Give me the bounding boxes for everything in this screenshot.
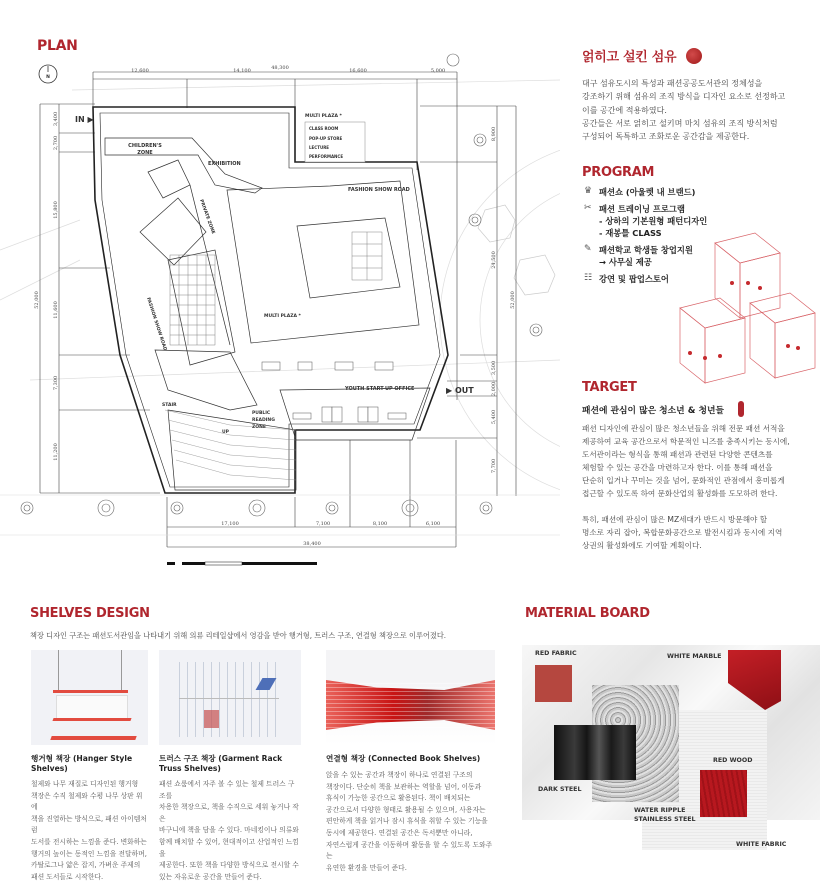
stair-contours (165, 410, 296, 480)
dim-right-6: 7,700 (491, 458, 497, 474)
label-stainless-steel: STAINLESS STEEL (634, 816, 696, 823)
shelf-card-hanger (31, 650, 148, 883)
north-label: N (46, 75, 50, 80)
mannequin-icon (738, 401, 744, 417)
fiber-body: 대구 섬유도시의 특성과 패션공공도서관의 정체성을 강조하기 위해 섬유의 조직 방식을 디자인 요소로 선정하고 이를 공간에 적용하였다. 공간들은 서로 얽히고 설키며 마치 섬유의 조직 방식처럼 구성되어 독특하고 조화로운 공간감을 제공한다. (582, 79, 786, 142)
dim-top-1: 12,600 (131, 68, 149, 74)
label-youth-office: YOUTH START-UP OFFICE (345, 386, 415, 392)
program-title: PROGRAM (582, 165, 655, 180)
dim-right-1: 8,900 (491, 126, 497, 142)
dim-right-2: 24,500 (491, 251, 497, 269)
red-wood-swatch (700, 770, 747, 817)
label-exhibition: EXHIBITION (208, 161, 241, 167)
dim-left-2: 2,700 (53, 135, 59, 151)
dim-left-4: 11,600 (53, 301, 59, 319)
dim-right-total: 52,000 (510, 291, 516, 309)
shelf-desc: 앉을 수 있는 공간과 책장이 하나로 연결된 구조의 책장이다. 단순히 책을 보관하는 역할을 넘어, 이동과 휴식이 가능한 공간으로 활용된다. 책이 배치되는 공간으로서 다양한 형태로 활용될 수 있으며, 사용자는 편안하게 책을 읽거나 잠시 휴식을 취할 수 있는 기능을 동시에 제공한다. 연결된 공간은 독서뿐만 아니라, 자연스럽게 공간을 이동하며 활동을 할 수 있도록 도와주는 유연한 환경을 만들어 준다. (326, 771, 493, 872)
office-desks (262, 362, 406, 422)
exit-label: ▶ OUT (446, 386, 474, 395)
connected-shelf-image (326, 650, 495, 745)
dim-bottom-3: 8,100 (372, 521, 388, 527)
plan-title: PLAN (37, 38, 78, 54)
program-item: ✎ 패션학교 학생들 창업지원 → 사무실 제공 (584, 244, 693, 267)
legend-performance: PERFORMANCE (309, 154, 344, 159)
label-multi-plaza: MULTI PLAZA * (264, 314, 301, 319)
tree-icons (21, 54, 542, 516)
legend-class-room: CLASS ROOM (309, 126, 339, 131)
label-up: UP (222, 430, 229, 435)
hanger-shelf-image (31, 650, 148, 745)
target-title: TARGET (582, 380, 637, 395)
label-stair: STAIR (162, 403, 177, 408)
material-board (512, 645, 812, 855)
label-public-reading-3: ZONE (252, 425, 266, 430)
dark-steel-swatch (554, 725, 636, 780)
label-white-marble: WHITE MARBLE (667, 653, 722, 660)
dim-bottom-total: 38,400 (303, 541, 321, 547)
dim-bottom-1: 17,100 (221, 521, 239, 527)
dim-right-5: 5,400 (491, 409, 497, 425)
program-item: ♛ 패션쇼 (아울렛 내 브랜드) (584, 186, 696, 197)
dim-top-total: 48,300 (271, 65, 289, 71)
dim-right-3: 3,500 (491, 360, 497, 376)
label-dark-steel: DARK STEEL (538, 786, 582, 793)
shelves-intro: 책장 디자인 구조는 패션도서관임을 나타내기 위해 의류 리테일샵에서 영감을 받아 행거형, 트러스 구조, 연결형 책장으로 이루어졌다. (30, 631, 447, 640)
sewing-machine-icon: ✂ (584, 203, 592, 213)
scale-bar (167, 562, 317, 565)
program-item: ☷ 강연 및 팝업스토어 (584, 273, 669, 284)
dim-left-5: 7,300 (53, 375, 59, 391)
program-cubes-diagram (670, 228, 830, 388)
floor-plan-drawing (0, 40, 560, 580)
yarn-ball-icon (686, 48, 702, 64)
seating-grid (170, 232, 382, 345)
label-red-fabric: RED FABRIC (535, 650, 577, 657)
shelf-desc: 철제와 나무 재질로 디자인된 행거형 책장은 수직 철제와 수평 나무 상판 위에 책을 진열하는 방식으로, 패션 아이템처럼 도서를 전시하는 느낌을 준다. 변화하는 행거의 높이는 동적인 느낌을 전달하며, 카탈로그나 얇은 잡지, 가벼운 주제의 패션 도서들로 시작한다. (31, 780, 147, 881)
red-fabric-swatch (535, 665, 572, 702)
legend-lecture: LECTURE (309, 145, 330, 150)
site-octagons (478, 205, 555, 295)
dim-left-3: 15,800 (53, 201, 59, 219)
label-childrens-zone-1: CHILDREN'S (128, 143, 162, 149)
label-red-wood: RED WOOD (713, 757, 753, 764)
dim-bottom-4: 6,100 (425, 521, 441, 527)
fiber-title: 얽히고 설킨 섬유 (582, 50, 677, 65)
lecture-icon: ☷ (584, 273, 593, 283)
shelf-desc: 패션 쇼룸에서 자주 볼 수 있는 철제 트러스 구조를 차용한 책장으로, 책을 수직으로 세워 놓거나 작은 바구니에 책을 담을 수 있다. 마네킹이나 의류와 함께 배치할 수 있어, 현대적이고 산업적인 느낌을 제공한다. 또한 책을 다양한 방식으로 전시할 수 있는 자유로운 공간을 만들어 준다. (159, 780, 299, 881)
material-title: MATERIAL BOARD (525, 606, 650, 621)
label-white-fabric: WHITE FABRIC (736, 841, 787, 848)
left-dimensions (40, 104, 160, 493)
shelf-title: 행거형 책장 (Hanger Style Shelves) (31, 754, 133, 773)
label-fashion-show-road-left: FASHION SHOW ROAD (145, 297, 168, 352)
label-public-reading-2: READING (252, 418, 275, 423)
truss-shelf-image (159, 650, 301, 745)
shelf-title: 연결형 책장 (Connected Book Shelves) (326, 754, 481, 763)
label-private-zone: PRIVATE ZONE (198, 198, 216, 235)
entrance-label: IN ▶ (75, 115, 94, 124)
target-body: 패션 디자인에 관심이 많은 청소년들을 위해 전문 패션 서적을 제공하여 교육 공간으로서 학문적인 니즈를 충족시키는 동시에, 도서관이라는 형식을 통해 패션과 관련된 다양한 콘텐츠를 체험할 수 있는 공간을 마련하고자 한다. 이를 통해 패션을 단순히 입거나 꾸미는 것을 넘어, 문화적인 관점에서 흥미롭게 접근할 수 있도록 하여 문화산업의 활성화를 도모하려 한다. 특히, 패션에 관심이 많은 MZ세대가 반드시 방문해야 할 명소로 자리 잡아, 복합문화공간으로 발전시킴과 동시에 지역 상권의 활성화에도 기여할 계획이다. (582, 424, 790, 550)
label-fashion-show-road-top: FASHION SHOW ROAD (348, 187, 410, 193)
dim-left-total: 52,000 (34, 291, 40, 309)
shelves-title: SHELVES DESIGN (30, 606, 150, 621)
dim-bottom-2: 7,100 (315, 521, 331, 527)
fashion-show-icon: ♛ (584, 186, 593, 196)
shelf-title: 트러스 구조 책장 (Garment Rack Truss Shelves) (159, 754, 283, 773)
dim-right-4: 2,000 (491, 381, 497, 397)
label-public-reading-1: PUBLIC (252, 411, 271, 416)
legend-popup-store: POP-UP STORE (309, 136, 343, 141)
shelf-card-connected (326, 650, 495, 874)
dim-top-3: 16,600 (349, 68, 367, 74)
target-subtitle-row (582, 401, 744, 417)
label-multi-plaza-top: MULTI PLAZA * (305, 114, 342, 119)
program-item: ✂ 패션 트레이닝 프로그램 - 상하의 기본원형 패턴디자인 - 재봉틀 CLASS (584, 203, 708, 238)
shelf-card-truss (159, 650, 301, 883)
dim-top-4: 5,000 (430, 68, 446, 74)
label-water-ripple: WATER RIPPLE (634, 807, 686, 814)
fiber-section (582, 46, 822, 143)
site-lines (0, 80, 560, 500)
target-subtitle: 패션에 관심이 많은 청소년 & 청년들 (582, 405, 724, 416)
dim-top-2: 14,100 (233, 68, 251, 74)
top-dimensions (93, 72, 457, 400)
dim-left-6: 11,200 (53, 443, 59, 461)
north-arrow (39, 65, 57, 83)
label-childrens-zone-2: ZONE (137, 150, 153, 156)
dim-left-1: 3,400 (53, 111, 59, 127)
startup-icon: ✎ (584, 244, 592, 254)
